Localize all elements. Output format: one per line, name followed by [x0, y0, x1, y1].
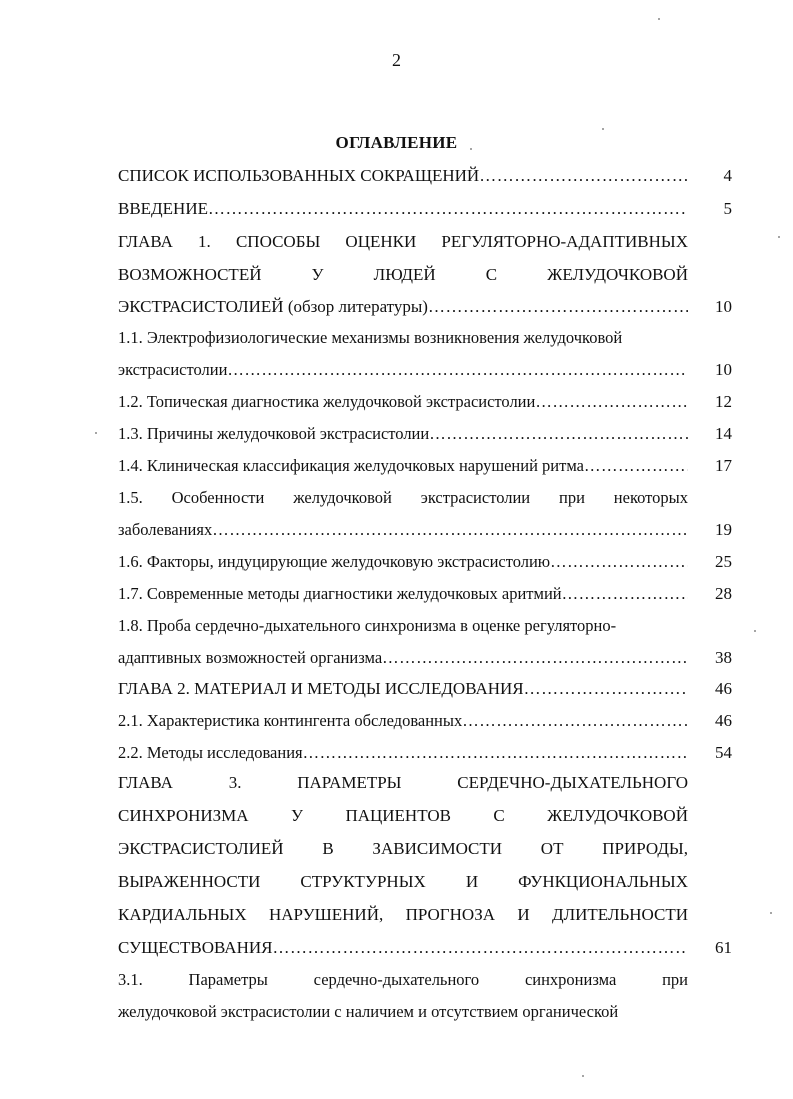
scan-speck — [658, 18, 660, 20]
leader-dots — [428, 296, 688, 318]
toc-entry-3-1-line-1: 3.1. Параметры сердечно-дыхательного синхронизма при — [118, 970, 688, 989]
toc-entry-chapter-1-line-3 — [118, 296, 688, 318]
leader-dots — [227, 359, 688, 381]
scan-speck — [582, 1075, 584, 1077]
toc-page-number: 10 — [715, 297, 732, 316]
toc-heading: ОГЛАВЛЕНИЕ — [335, 133, 458, 152]
toc-entry-chapter-2 — [118, 678, 688, 700]
toc-page-number: 14 — [715, 424, 732, 443]
leader-dots — [462, 710, 688, 732]
toc-entry-1-2 — [118, 391, 688, 413]
toc-entry-text: СПИСОК ИСПОЛЬЗОВАННЫХ СОКРАЩЕНИЙ — [118, 166, 480, 185]
toc-entry-2-2 — [118, 742, 688, 764]
scan-speck — [470, 148, 472, 150]
toc-entry-chapter-3-line-2: СИНХРОНИЗМА У ПАЦИЕНТОВ С ЖЕЛУДОЧКОВОЙ — [118, 806, 688, 825]
toc-entry-text: 1.6. Факторы, индуцирующие желудочковую экстрасистолию — [118, 552, 551, 571]
toc-entry-text: 1.3. Причины желудочковой экстрасистолии — [118, 424, 430, 443]
toc-entry-text: ЭКСТРАСИСТОЛИЕЙ (обзор литературы) — [118, 297, 428, 316]
toc-page-number: 4 — [723, 166, 732, 185]
toc-entry-text: экстрасистолии — [118, 360, 228, 379]
leader-dots — [479, 165, 688, 187]
toc-page-number: 61 — [715, 938, 732, 957]
leader-dots — [303, 742, 688, 764]
toc-entry-1-8-line-2 — [118, 647, 688, 669]
toc-page-number: 10 — [715, 360, 732, 379]
toc-page-number: 38 — [715, 648, 732, 667]
leader-dots — [550, 551, 688, 573]
toc-entry-abbreviations — [118, 165, 688, 187]
scan-speck — [754, 630, 756, 632]
toc-entry-1-7 — [118, 583, 688, 605]
page-number: 2 — [392, 50, 401, 70]
scan-speck — [602, 128, 604, 130]
toc-entry-chapter-3-line-1: ГЛАВА 3. ПАРАМЕТРЫ СЕРДЕЧНО-ДЫХАТЕЛЬНОГО — [118, 773, 688, 792]
toc-entry-text: заболеваниях — [118, 520, 213, 539]
leader-dots — [584, 455, 688, 477]
toc-entry-chapter-3-line-4: ВЫРАЖЕННОСТИ СТРУКТУРНЫХ И ФУНКЦИОНАЛЬНЫХ — [118, 872, 688, 891]
toc-entry-chapter-3-line-5: КАРДИАЛЬНЫХ НАРУШЕНИЙ, ПРОГНОЗА И ДЛИТЕЛЬНОСТИ — [118, 905, 688, 924]
toc-entry-text: ВВЕДЕНИЕ — [118, 199, 208, 218]
toc-entry-chapter-1-line-1: ГЛАВА 1. СПОСОБЫ ОЦЕНКИ РЕГУЛЯТОРНО-АДАПТИВНЫХ — [118, 232, 688, 251]
leader-dots — [212, 519, 688, 541]
toc-page-number: 17 — [715, 456, 732, 475]
toc-entry-introduction — [118, 198, 688, 220]
toc-entry-text: 1.7. Современные методы диагностики желудочковых аритмий — [118, 584, 562, 603]
toc-page-number: 54 — [715, 743, 732, 762]
toc-entry-text: 2.2. Методы исследования — [118, 743, 303, 762]
toc-entry-text: СУЩЕСТВОВАНИЯ — [118, 938, 273, 957]
toc-entry-1-5-line-1: 1.5. Особенности желудочковой экстрасистолии при некоторых — [118, 488, 688, 507]
toc-entry-text: 1.2. Топическая диагностика желудочковой экстрасистолии — [118, 392, 536, 411]
toc-page-number: 25 — [715, 552, 732, 571]
leader-dots — [562, 583, 688, 605]
toc-entry-1-1-line-1: 1.1. Электрофизиологические механизмы возникновения желудочковой — [118, 328, 623, 347]
toc-entry-2-1 — [118, 710, 688, 732]
toc-entry-chapter-1-line-2: ВОЗМОЖНОСТЕЙ У ЛЮДЕЙ С ЖЕЛУДОЧКОВОЙ — [118, 265, 688, 284]
toc-entry-text: ГЛАВА 2. МАТЕРИАЛ И МЕТОДЫ ИССЛЕДОВАНИЯ — [118, 679, 524, 698]
leader-dots — [272, 937, 688, 959]
toc-entry-1-8-line-1: 1.8. Проба сердечно-дыхательного синхронизма в оценке регуляторно- — [118, 616, 617, 635]
leader-dots — [429, 423, 688, 445]
toc-entry-chapter-3-line-6 — [118, 937, 688, 959]
toc-page-number: 5 — [723, 199, 732, 218]
toc-page-number: 46 — [715, 711, 732, 730]
toc-entry-1-1-line-2 — [118, 359, 688, 381]
toc-entry-chapter-3-line-3: ЭКСТРАСИСТОЛИЕЙ В ЗАВИСИМОСТИ ОТ ПРИРОДЫ, — [118, 839, 688, 858]
toc-entry-1-5-line-2 — [118, 519, 688, 541]
scan-speck — [95, 432, 97, 434]
leader-dots — [524, 678, 688, 700]
leader-dots — [208, 198, 688, 220]
toc-page-number: 28 — [715, 584, 732, 603]
toc-entry-1-4 — [118, 455, 688, 477]
toc-entry-1-6 — [118, 551, 688, 573]
toc-page-number: 12 — [715, 392, 732, 411]
toc-entry-3-1-line-2: желудочковой экстрасистолии с наличием и отсутствием органической — [118, 1002, 619, 1021]
toc-entry-text: адаптивных возможностей организма — [118, 648, 383, 667]
toc-page-number: 19 — [715, 520, 732, 539]
toc-entry-1-3 — [118, 423, 688, 445]
toc-entry-text: 2.1. Характеристика контингента обследованных — [118, 711, 463, 730]
leader-dots — [535, 391, 688, 413]
toc-page-number: 46 — [715, 679, 732, 698]
scan-speck — [770, 912, 772, 914]
toc-entry-text: 1.4. Клиническая классификация желудочковых нарушений ритма — [118, 456, 584, 475]
scan-speck — [778, 236, 780, 238]
leader-dots — [382, 647, 688, 669]
